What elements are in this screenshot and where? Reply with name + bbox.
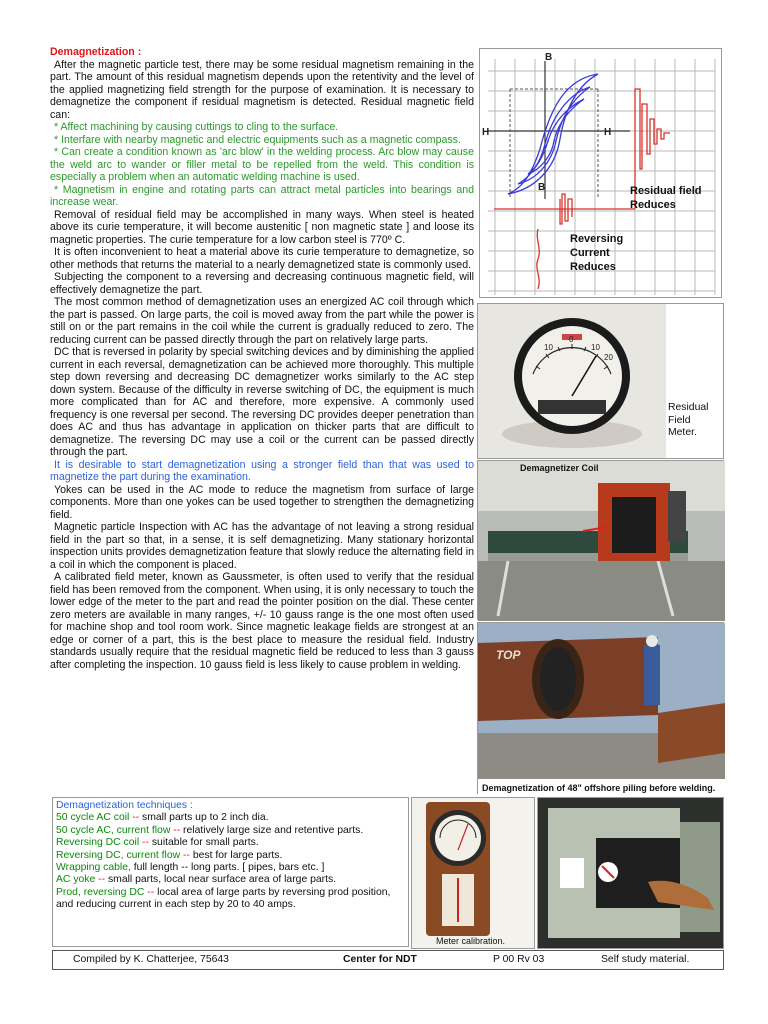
- reversing-label: Reversing: [570, 233, 624, 245]
- heating-paragraph: It is often inconvenient to heat a material above its curie temperature to demagnetize, so other methods that returns the material to a nearly demagnetized state is commonly used.: [50, 246, 474, 271]
- technique-sep: --: [95, 874, 108, 886]
- current-label: Current: [570, 247, 610, 259]
- technique-item: [56, 874, 405, 886]
- bullet-machining: * Affect machining by causing cuttings to cling to the surface.: [54, 121, 339, 133]
- bullet-bearings: * Magnetism in engine and rotating parts can attract metal particles into bearings and increase wear.: [50, 183, 474, 208]
- page-footer: [52, 950, 724, 970]
- technique-name: Reversing DC coil: [56, 837, 140, 849]
- calibration-caption: Meter calibration.: [436, 936, 506, 946]
- residual-reduces-label: Reduces: [630, 199, 676, 211]
- technique-sep: --: [129, 812, 143, 824]
- technique-item: [56, 825, 405, 837]
- demagnetizer-unit-photo: [537, 797, 724, 949]
- page-title: Demagnetization :: [50, 46, 142, 58]
- gaussmeter-paragraph: A calibrated field meter, known as Gaussmeter, is often used to verify that the residual field has been removed from the component. When using, it is only necessary to touch the lower edge of the meter to the part and read the pointer position on the dial. These center zero meters are available in many ranges, +/- 10 gauss range is the one most often used for machine shop and tool room work. Since magnetic leakage fields are strongest at an edge or corner of a part, this is the best place to measure the residual field. Industry standards usually require that the residual magnetic field be reduced to less than 3 gauss after completing the inspection. 10 gauss field is less likely to cause problem in welding.: [50, 571, 474, 671]
- technique-name: AC yoke: [56, 874, 96, 886]
- meter-caption: Residual Field Meter.: [668, 402, 709, 438]
- offshore-piling-photo: [477, 622, 724, 794]
- technique-sep: --: [139, 837, 152, 849]
- footer-note: Self study material.: [601, 954, 690, 965]
- meter-scale-far-right: 20: [604, 353, 613, 362]
- meter-calibration-photo: [411, 797, 535, 949]
- residual-field-label: Residual field: [630, 185, 702, 197]
- techniques-header: Demagnetization techniques :: [56, 800, 193, 811]
- axis-b-label: B: [545, 52, 553, 63]
- technique-item: [56, 862, 405, 874]
- technique-sep: --: [180, 849, 193, 861]
- axis-h-label: H: [604, 127, 612, 138]
- technique-name: Prod, reversing DC: [56, 886, 145, 898]
- footer-center-name: Center for NDT: [343, 954, 417, 965]
- pipe-top-text: TOP: [496, 648, 521, 662]
- technique-item: [56, 812, 405, 824]
- coil-caption: Demagnetizer Coil: [520, 463, 599, 473]
- main-text-column: [50, 46, 474, 671]
- ac-coil-paragraph: The most common method of demagnetization uses an energized AC coil through which the part is passed. On large parts, the coil is moved away from the part while the power is still on or the part remains in the coil while the current is gradually reduced to zero. The reducing current can be passed directly through the part on relatively large parts.: [50, 296, 474, 346]
- technique-desc: small parts up to 2 inch dia.: [142, 812, 269, 824]
- meter-scale-right: 10: [591, 343, 600, 352]
- stronger-field-note: It is desirable to start demagnetization using a stronger field than that was used to magnetize the part during the examination.: [50, 458, 474, 483]
- technique-item: [56, 887, 405, 912]
- technique-desc: local area of large parts by reversing prod position, and reducing current in each step by 20 to 40 amps.: [56, 886, 391, 911]
- technique-desc: suitable for small parts.: [151, 837, 259, 849]
- reduces-label: Reduces: [570, 261, 616, 273]
- technique-desc: small parts, local near surface area of large parts.: [107, 874, 337, 886]
- pipe-caption: Demagnetization of 48" offshore piling before welding.: [482, 783, 716, 793]
- ac-inspection-paragraph: Magnetic particle Inspection with AC has the advantage of not leaving a strong residual field in the part so that, in a sense, it is self demagnetizing. Many stationary horizontal inspection units provides demagnetization feature that slowly reduce the alternating field in a coil in which the component is placed.: [50, 521, 475, 571]
- technique-item: [56, 837, 405, 849]
- dc-reversal-paragraph: DC that is reversed in polarity by special switching devices and by diminishing the applied current in each reversal, demagnetization can be achieved more thoroughly. This multiple step down reversing and decreasing DC demagnetizer works similarly to the AC step down system. Because of the difficulty in reverse switching of DC, the equipment is much more complicated than for AC and therefore, more expensive. A commonly used frequency is one reversal per second. The reversing DC provides deeper penetration than does AC and thus has advantage in application on thicker parts that are difficult to demagnetize. The reversing DC may use a coil or the current can be passed directly through the part.: [50, 346, 474, 458]
- meter-scale-left: 10: [544, 343, 553, 352]
- intro-paragraph: After the magnetic particle test, there may be some residual magnetism remaining in the part. The amount of this residual magnetism depends upon the retentivity and the level of the applied magnetizing field strength for the purpose of examination. It is necessary to demagnetize the component if residual magnetism is detected. Residual magnetic field can:: [50, 58, 474, 121]
- calibration-image: [412, 798, 534, 948]
- technique-desc: full length -- long parts. [ pipes, bars etc. ]: [133, 862, 325, 874]
- axis-neg-h-label: H: [482, 127, 490, 138]
- hysteresis-figure: [479, 48, 722, 298]
- axis-neg-b-label: B: [538, 182, 546, 193]
- bullet-arc-blow: * Can create a condition known as 'arc blow' in the welding process. Arc blow may cause the weld arc to wander or filler metal to be repelled from the weld. This condition is especially a problem when an automatic welding machine is used.: [50, 146, 474, 183]
- pipe-image: [478, 623, 725, 795]
- technique-sep: --: [144, 886, 158, 898]
- bullet-compass: * Interfare with nearby magnetic and electric equipments such as a magnetic compass.: [54, 133, 461, 146]
- technique-name: Reversing DC, current flow: [56, 849, 181, 861]
- technique-desc: best for large parts.: [192, 849, 283, 861]
- meter-image: [478, 304, 666, 458]
- curie-paragraph: Removal of residual field may be accomplished in many ways. When steel is heated above its curie temperature, it will become austenitic [ non magnetic state ] and loose its magnetic properties. The curie temperature for a low carbon steel is 770º C.: [50, 208, 474, 246]
- reversing-paragraph: Subjecting the component to a reversing and decreasing continuous magnetic field, will effectively demagnetize the part.: [50, 271, 474, 296]
- technique-name: 50 cycle AC coil: [56, 812, 130, 824]
- residual-field-meter-photo: [477, 303, 724, 459]
- yokes-paragraph: Yokes can be used in the AC mode to reduce the magnetism from surface of large components. More than one yokes can be used together to strengthen the demagnetizing field.: [50, 483, 474, 521]
- footer-compiled-by: Compiled by K. Chatterjee, 75643: [73, 954, 229, 965]
- technique-sep: --: [170, 824, 184, 836]
- coil-image: [478, 461, 725, 621]
- footer-page-revision: P 00 Rv 03: [493, 954, 545, 965]
- demagnetizer-coil-photo: [477, 460, 724, 620]
- demagnetization-techniques-box: [52, 797, 409, 947]
- technique-name: 50 cycle AC, current flow: [56, 824, 171, 836]
- technique-desc: relatively large size and retentive parts.: [183, 824, 364, 836]
- hysteresis-diagram: [480, 49, 723, 299]
- meter-scale-zero: 0: [569, 335, 574, 344]
- technique-name: Wrapping cable,: [56, 862, 131, 874]
- technique-item: [56, 850, 405, 862]
- demagnetizer-unit-image: [538, 798, 723, 948]
